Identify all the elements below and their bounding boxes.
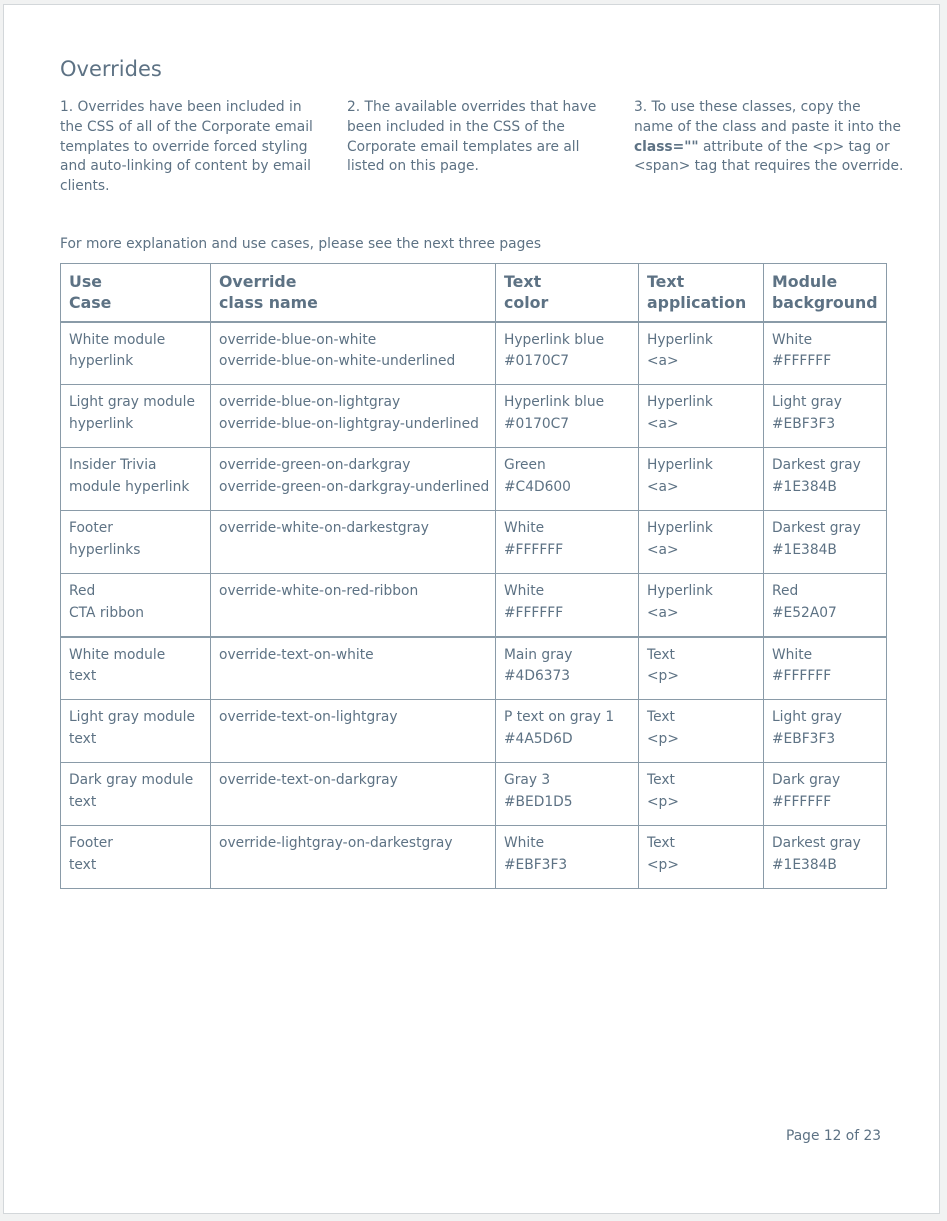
cell-module-background bbox=[764, 322, 887, 385]
cell-text-application bbox=[639, 448, 764, 511]
more-info-text: For more explanation and use cases, please see the next three pages bbox=[60, 236, 542, 252]
cell-line: Text bbox=[647, 835, 675, 851]
cell-line: White bbox=[504, 583, 545, 599]
cell-line: module hyperlink bbox=[69, 478, 190, 495]
intro-1-line: 1. Overrides have been included in bbox=[60, 99, 302, 115]
cell-module-background bbox=[764, 385, 887, 448]
cell-line: Dark gray bbox=[772, 772, 841, 788]
intro-column-2 bbox=[347, 98, 596, 177]
cell-use-case bbox=[61, 448, 211, 511]
intro-1-line: templates to override forced styling bbox=[60, 138, 308, 155]
cell-line: Darkest gray bbox=[772, 520, 861, 536]
cell-line: #C4D600 bbox=[504, 478, 571, 495]
cell-line: #FFFFFF bbox=[772, 668, 832, 684]
cell-line: Light gray bbox=[772, 709, 842, 725]
cell-line: #E52A07 bbox=[772, 604, 837, 621]
cell-line: Dark gray module bbox=[69, 772, 194, 788]
cell-text-application bbox=[639, 574, 764, 637]
cell-line: <a> bbox=[647, 415, 679, 432]
cell-line: Main gray bbox=[504, 646, 573, 663]
cell-line: Hyperlink bbox=[647, 331, 713, 348]
cell-use-case bbox=[61, 763, 211, 826]
cell-line: Hyperlink bbox=[647, 583, 713, 599]
cell-text-color bbox=[496, 448, 639, 511]
intro-3-line: 3. To use these classes, copy the bbox=[634, 99, 861, 115]
cell-text-color bbox=[496, 700, 639, 763]
header-line: Override bbox=[219, 272, 297, 291]
cell-line: Red bbox=[69, 583, 96, 599]
intro-1-line: the CSS of all of the Corporate email bbox=[60, 118, 313, 135]
cell-use-case bbox=[61, 574, 211, 637]
cell-class-name bbox=[211, 826, 496, 889]
intro-column-1 bbox=[60, 98, 313, 197]
cell-line: Text bbox=[647, 646, 675, 663]
cell-text-application bbox=[639, 826, 764, 889]
cell-line: text bbox=[69, 793, 97, 810]
header-line: application bbox=[647, 292, 747, 312]
header-line: class name bbox=[219, 292, 318, 312]
intro-2-line: been included in the CSS of the bbox=[347, 118, 565, 135]
cell-line: Light gray bbox=[772, 394, 842, 410]
cell-line: text bbox=[69, 856, 97, 873]
cell-line: Green bbox=[504, 457, 546, 473]
cell-use-case bbox=[61, 700, 211, 763]
cell-line: override-green-on-darkgray-underlined bbox=[219, 478, 490, 495]
cell-line: #FFFFFF bbox=[772, 793, 832, 810]
cell-text-application bbox=[639, 385, 764, 448]
table-row bbox=[61, 763, 887, 826]
cell-line: Hyperlink bbox=[647, 457, 713, 473]
cell-line: #EBF3F3 bbox=[772, 730, 836, 747]
cell-line: override-white-on-red-ribbon bbox=[219, 583, 419, 599]
cell-line: #1E384B bbox=[772, 541, 837, 558]
cell-text-color bbox=[496, 637, 639, 700]
header-module-background bbox=[764, 264, 887, 322]
table-row bbox=[61, 448, 887, 511]
cell-line: #BED1D5 bbox=[504, 793, 573, 810]
cell-class-name bbox=[211, 637, 496, 700]
cell-line: Footer bbox=[69, 835, 113, 851]
cell-line: Hyperlink bbox=[647, 520, 713, 536]
cell-text-color bbox=[496, 763, 639, 826]
class-attribute-code: class="" bbox=[634, 138, 699, 155]
cell-line: White module bbox=[69, 646, 166, 663]
overrides-table bbox=[60, 263, 887, 889]
cell-line: #EBF3F3 bbox=[504, 856, 568, 873]
cell-text-color bbox=[496, 511, 639, 574]
cell-line: hyperlink bbox=[69, 415, 134, 432]
cell-line: White module bbox=[69, 331, 166, 348]
cell-text-application bbox=[639, 637, 764, 700]
intro-3-line: <span> tag that requires the override. bbox=[634, 158, 904, 175]
cell-class-name bbox=[211, 322, 496, 385]
cell-line: Hyperlink blue bbox=[504, 394, 605, 410]
cell-use-case bbox=[61, 511, 211, 574]
header-line: Text bbox=[504, 272, 542, 291]
cell-class-name bbox=[211, 511, 496, 574]
cell-line: #EBF3F3 bbox=[772, 415, 836, 432]
cell-line: <p> bbox=[647, 793, 679, 810]
cell-use-case bbox=[61, 322, 211, 385]
page-title: Overrides bbox=[60, 57, 162, 81]
intro-1-line: clients. bbox=[60, 178, 110, 195]
cell-line: <a> bbox=[647, 353, 679, 369]
header-line: Module bbox=[772, 272, 838, 291]
cell-line: White bbox=[772, 646, 813, 663]
cell-module-background bbox=[764, 511, 887, 574]
header-line: Text bbox=[647, 272, 685, 291]
header-use-case bbox=[61, 264, 211, 322]
table-header-row bbox=[61, 264, 887, 322]
cell-use-case bbox=[61, 385, 211, 448]
cell-line: #4D6373 bbox=[504, 668, 571, 684]
cell-text-application bbox=[639, 763, 764, 826]
header-line: Use bbox=[69, 272, 102, 291]
cell-line: Insider Trivia bbox=[69, 457, 157, 473]
table-row bbox=[61, 826, 887, 889]
cell-line: #4A5D6D bbox=[504, 730, 573, 747]
cell-class-name bbox=[211, 763, 496, 826]
cell-module-background bbox=[764, 574, 887, 637]
table-row bbox=[61, 637, 887, 700]
intro-column-3 bbox=[634, 98, 903, 177]
intro-2-line: 2. The available overrides that have bbox=[347, 99, 597, 115]
cell-line: #FFFFFF bbox=[504, 541, 564, 558]
cell-line: override-blue-on-white bbox=[219, 331, 377, 348]
intro-1-line: and auto-linking of content by email bbox=[60, 158, 311, 175]
cell-line: <p> bbox=[647, 730, 679, 747]
cell-line: White bbox=[772, 331, 813, 348]
cell-use-case bbox=[61, 637, 211, 700]
intro-3-line: name of the class and paste it into the bbox=[634, 118, 901, 135]
cell-line: override-green-on-darkgray bbox=[219, 457, 411, 473]
cell-line: #FFFFFF bbox=[772, 353, 832, 369]
cell-line: hyperlinks bbox=[69, 541, 141, 558]
cell-line: override-blue-on-lightgray-underlined bbox=[219, 415, 479, 432]
cell-class-name bbox=[211, 574, 496, 637]
cell-line: P text on gray 1 bbox=[504, 709, 615, 725]
cell-line: CTA ribbon bbox=[69, 604, 145, 621]
cell-text-application bbox=[639, 322, 764, 385]
cell-line: <p> bbox=[647, 856, 679, 873]
cell-line: override-blue-on-white-underlined bbox=[219, 353, 456, 369]
cell-line: #FFFFFF bbox=[504, 604, 564, 621]
cell-line: <a> bbox=[647, 604, 679, 621]
cell-line: <a> bbox=[647, 541, 679, 558]
header-text-color bbox=[496, 264, 639, 322]
cell-line: White bbox=[504, 520, 545, 536]
cell-class-name bbox=[211, 700, 496, 763]
cell-line: hyperlink bbox=[69, 353, 134, 369]
cell-line: <p> bbox=[647, 668, 679, 684]
header-line: Case bbox=[69, 292, 112, 312]
table-row bbox=[61, 574, 887, 637]
cell-line: Text bbox=[647, 772, 675, 788]
cell-line: Hyperlink blue bbox=[504, 331, 605, 348]
intro-2-line: listed on this page. bbox=[347, 158, 479, 175]
header-line: color bbox=[504, 292, 549, 312]
header-line: background bbox=[772, 292, 878, 312]
cell-line: override-text-on-darkgray bbox=[219, 772, 398, 788]
cell-line: Hyperlink bbox=[647, 394, 713, 410]
cell-line: #1E384B bbox=[772, 856, 837, 873]
table-row bbox=[61, 322, 887, 385]
cell-line: Text bbox=[647, 709, 675, 725]
table-row bbox=[61, 511, 887, 574]
cell-line: override-lightgray-on-darkestgray bbox=[219, 835, 453, 851]
table-row bbox=[61, 700, 887, 763]
cell-line: Darkest gray bbox=[772, 835, 861, 851]
cell-line: override-text-on-white bbox=[219, 646, 374, 663]
cell-module-background bbox=[764, 700, 887, 763]
cell-module-background bbox=[764, 637, 887, 700]
page-number: Page 12 of 23 bbox=[786, 1128, 881, 1144]
cell-module-background bbox=[764, 763, 887, 826]
cell-text-application bbox=[639, 700, 764, 763]
cell-class-name bbox=[211, 448, 496, 511]
cell-line: #1E384B bbox=[772, 478, 837, 495]
document-page bbox=[3, 4, 940, 1214]
cell-line: <a> bbox=[647, 478, 679, 495]
cell-text-color bbox=[496, 826, 639, 889]
header-text-application bbox=[639, 264, 764, 322]
cell-line: Darkest gray bbox=[772, 457, 861, 473]
cell-line: override-blue-on-lightgray bbox=[219, 394, 401, 410]
cell-line: Footer bbox=[69, 520, 113, 536]
cell-line: override-text-on-lightgray bbox=[219, 709, 398, 725]
cell-line: text bbox=[69, 668, 97, 684]
intro-3-line bbox=[634, 138, 903, 158]
header-override-class-name bbox=[211, 264, 496, 322]
cell-line: #0170C7 bbox=[504, 353, 570, 369]
intro-2-line: Corporate email templates are all bbox=[347, 138, 580, 155]
intro-3-line-rest: attribute of the <p> tag or bbox=[698, 138, 890, 155]
cell-text-color bbox=[496, 574, 639, 637]
cell-line: Light gray module bbox=[69, 394, 195, 410]
cell-line: override-white-on-darkestgray bbox=[219, 520, 429, 536]
cell-text-color bbox=[496, 322, 639, 385]
cell-line: Gray 3 bbox=[504, 772, 551, 788]
cell-use-case bbox=[61, 826, 211, 889]
cell-text-application bbox=[639, 511, 764, 574]
cell-line: White bbox=[504, 835, 545, 851]
cell-module-background bbox=[764, 448, 887, 511]
cell-line: text bbox=[69, 730, 97, 747]
cell-module-background bbox=[764, 826, 887, 889]
cell-line: Red bbox=[772, 583, 799, 599]
cell-line: Light gray module bbox=[69, 709, 195, 725]
cell-text-color bbox=[496, 385, 639, 448]
cell-line: #0170C7 bbox=[504, 415, 570, 432]
table-row bbox=[61, 385, 887, 448]
cell-class-name bbox=[211, 385, 496, 448]
